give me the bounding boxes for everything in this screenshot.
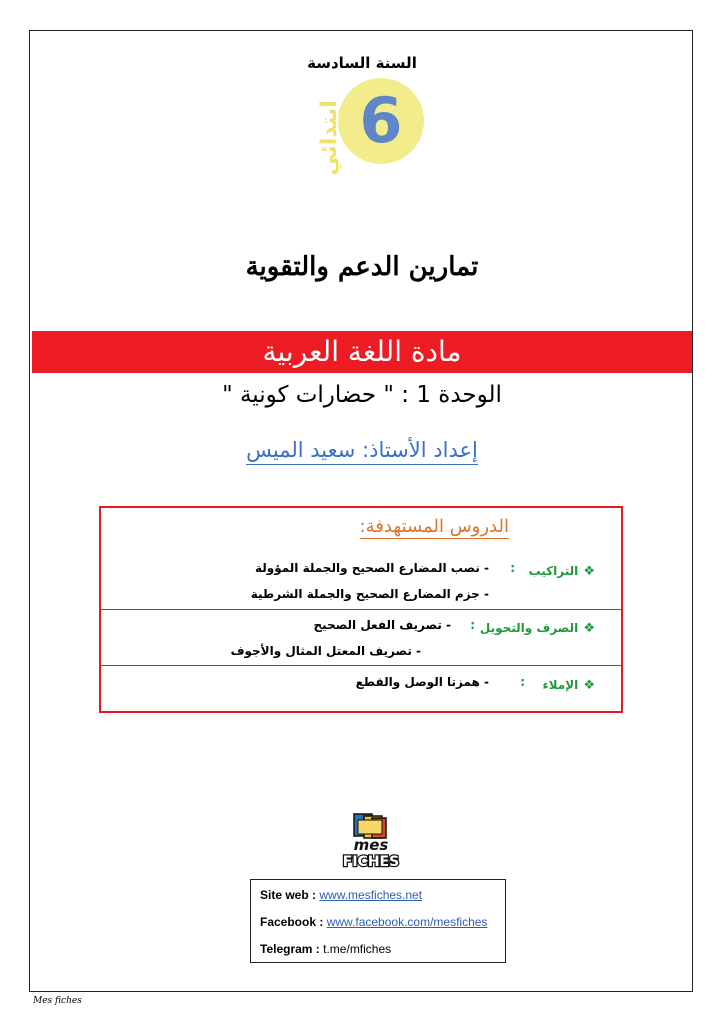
document-title: تمارين الدعم والتقوية — [245, 252, 479, 282]
lessons-box — [99, 506, 623, 713]
lesson-section-label: الصرف والتحويل — [479, 621, 579, 635]
contact-facebook — [260, 915, 487, 929]
mesfiches-logo — [338, 812, 404, 870]
diamond-bullet-icon: ❖ — [583, 564, 595, 579]
lessons-title: الدروس المستهدفة: — [359, 516, 509, 537]
site-link[interactable]: www.mesfiches.net — [319, 888, 423, 902]
lesson-item: - همزتا الوصل والقطع — [355, 675, 489, 689]
site-label: Site web : — [260, 888, 317, 902]
lesson-section-spelling — [543, 674, 595, 693]
lesson-item: - نصب المضارع الصحيح والجملة المؤولة — [254, 561, 489, 575]
lesson-section-morphology — [480, 617, 595, 636]
contact-site — [260, 888, 422, 902]
contact-telegram — [260, 942, 391, 956]
section-divider — [101, 665, 621, 666]
facebook-link[interactable]: www.facebook.com/mesfiches — [326, 915, 488, 929]
telegram-value: t.me/mfiches — [323, 942, 392, 956]
telegram-label: Telegram : — [260, 942, 320, 956]
diamond-bullet-icon: ❖ — [583, 678, 595, 693]
subject-title: مادة اللغة العربية — [262, 335, 462, 368]
lesson-section-sep: : — [470, 618, 475, 632]
author-name: إعداد الأستاذ: سعيد الميس — [246, 438, 478, 465]
unit-title: الوحدة 1 : " حضارات كونية " — [222, 382, 502, 408]
lesson-item: - تصريف الفعل الصحيح — [313, 618, 451, 632]
contact-box — [250, 879, 506, 963]
lesson-item: - جزم المضارع الصحيح والجملة الشرطية — [250, 587, 489, 601]
grade-badge-number: 6 — [359, 84, 403, 157]
lesson-section-label: الإملاء — [542, 678, 579, 692]
svg-text:mes: mes — [353, 836, 389, 854]
lesson-section-sep: : — [520, 675, 525, 689]
section-divider — [101, 609, 621, 610]
diamond-bullet-icon: ❖ — [583, 621, 595, 636]
facebook-label: Facebook : — [260, 915, 324, 929]
footer-signature: Mes fiches — [33, 996, 82, 1006]
lesson-section-syntax — [529, 560, 595, 579]
author-credit — [0, 438, 724, 462]
svg-text:FICHES: FICHES — [342, 854, 400, 870]
grade-badge-level: ابتدائي — [317, 100, 342, 176]
lesson-section-label: التراكيب — [528, 564, 579, 578]
lesson-section-sep: : — [510, 561, 515, 575]
grade-label: السنة السادسة — [307, 54, 417, 72]
lesson-item: - تصريف المعتل المثال والأجوف — [230, 644, 421, 658]
